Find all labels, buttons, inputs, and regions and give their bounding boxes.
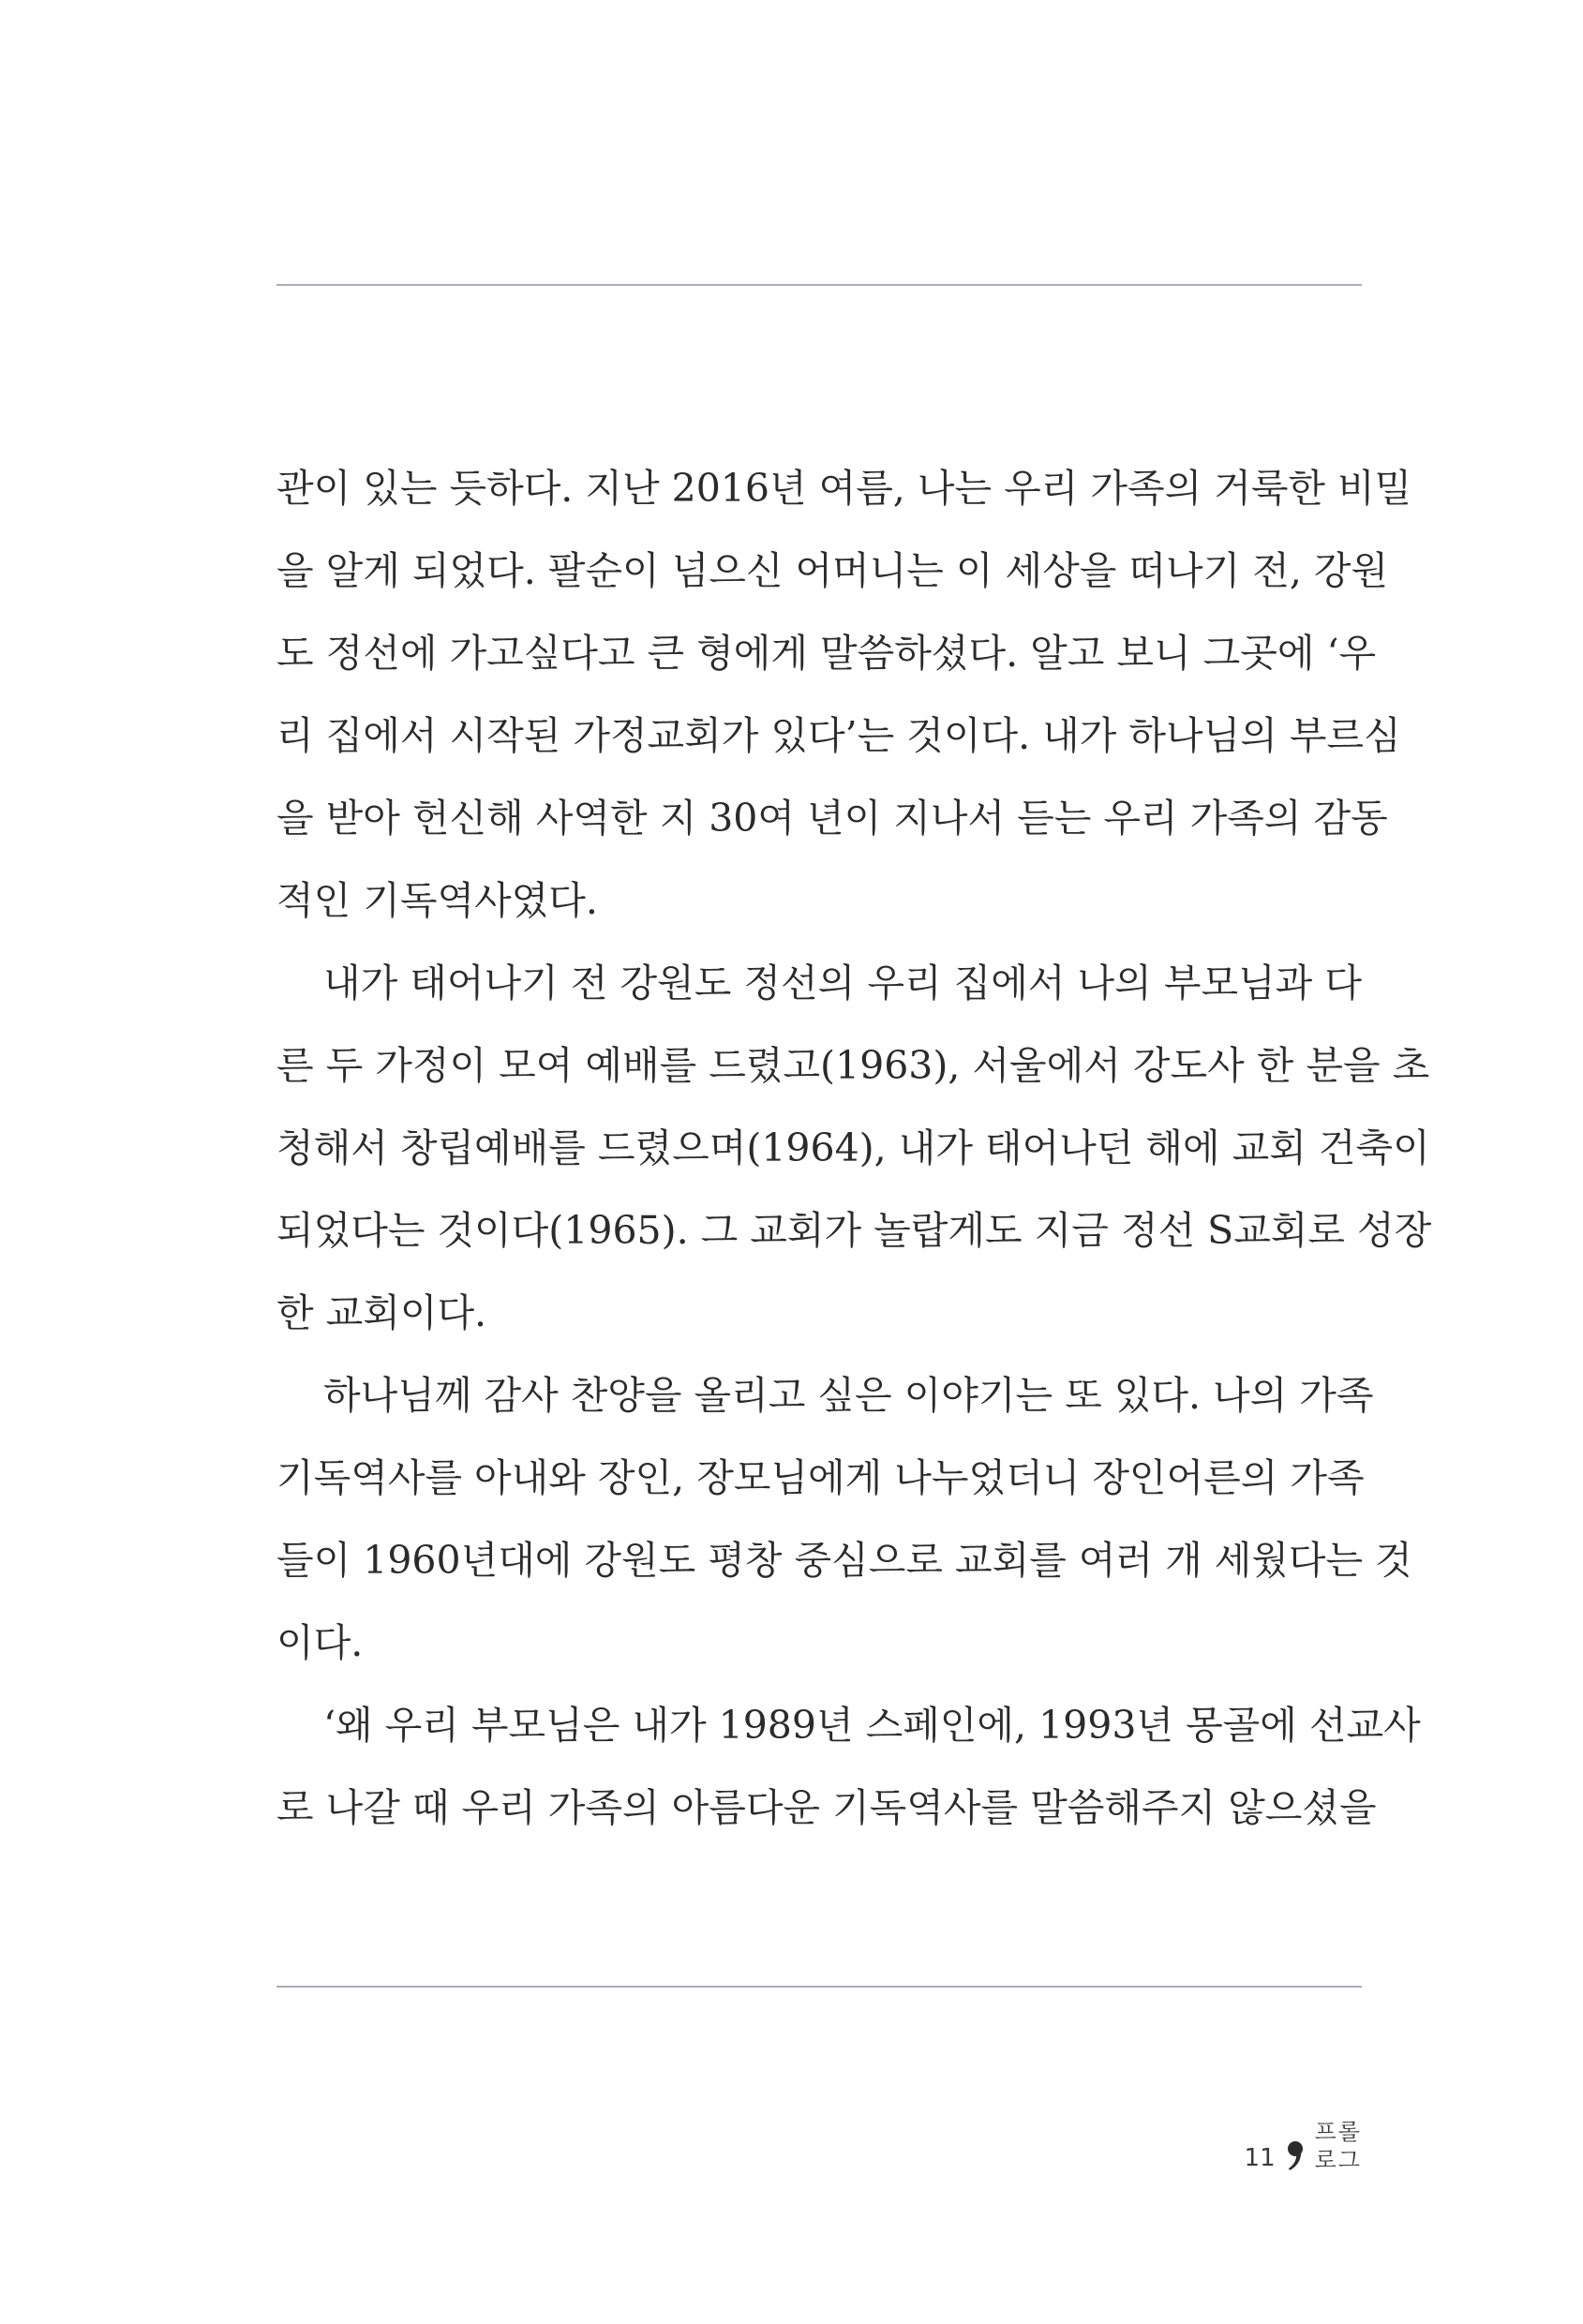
text-line: 른 두 가정이 모여 예배를 드렸고(1963), 서울에서 강도사 한 분을 초 [276, 1043, 1430, 1088]
text-line: 하나님께 감사 찬양을 올리고 싶은 이야기는 또 있다. 나의 가족 [323, 1373, 1374, 1418]
text-line: 도 정선에 가고싶다고 큰 형에게 말씀하셨다. 알고 보니 그곳에 ‘우 [276, 631, 1377, 676]
text-line: 청해서 창립예배를 드렸으며(1964), 내가 태어나던 해에 교회 건축이 [276, 1125, 1430, 1170]
section-label-line1: 프롤 [1314, 2119, 1362, 2145]
top-rule [276, 284, 1362, 286]
comma-icon [1287, 2140, 1304, 2172]
section-label [1315, 2118, 1362, 2174]
text-line: 들이 1960년대에 강원도 평창 중심으로 교회를 여러 개 세웠다는 것 [276, 1538, 1412, 1583]
page-footer [1245, 2108, 1362, 2174]
text-line: 을 알게 되었다. 팔순이 넘으신 어머니는 이 세상을 떠나기 전, 강원 [276, 548, 1389, 593]
text-line: 리 집에서 시작된 가정교회가 있다’는 것이다. 내가 하나님의 부르심 [276, 713, 1401, 758]
text-line: 적인 기독역사였다. [276, 878, 598, 923]
text-line: 을 받아 헌신해 사역한 지 30여 년이 지나서 듣는 우리 가족의 감동 [276, 796, 1388, 841]
text-line: 로 나갈 때 우리 가족의 아름다운 기독역사를 말씀해주지 않으셨을 [276, 1785, 1377, 1830]
bottom-rule [276, 1986, 1362, 1988]
text-line: 내가 태어나기 전 강원도 정선의 우리 집에서 나의 부모님과 다 [323, 961, 1362, 1006]
page-number: 11 [1244, 2144, 1276, 2172]
text-line: 되었다는 것이다(1965). 그 교회가 놀랍게도 지금 정선 S교회로 성장 [276, 1208, 1432, 1253]
text-line: 기독역사를 아내와 장인, 장모님에게 나누었더니 장인어른의 가족 [276, 1455, 1365, 1500]
text-line: 관이 있는 듯하다. 지난 2016년 여름, 나는 우리 가족의 거룩한 비밀 [276, 466, 1412, 511]
text-line: ‘왜 우리 부모님은 내가 1989년 스페인에, 1993년 몽골에 선교사 [323, 1703, 1421, 1748]
body-text [276, 447, 1432, 1849]
text-line: 한 교회이다. [276, 1290, 487, 1335]
section-label-line2: 로그 [1314, 2147, 1362, 2173]
text-line: 이다. [276, 1620, 364, 1665]
